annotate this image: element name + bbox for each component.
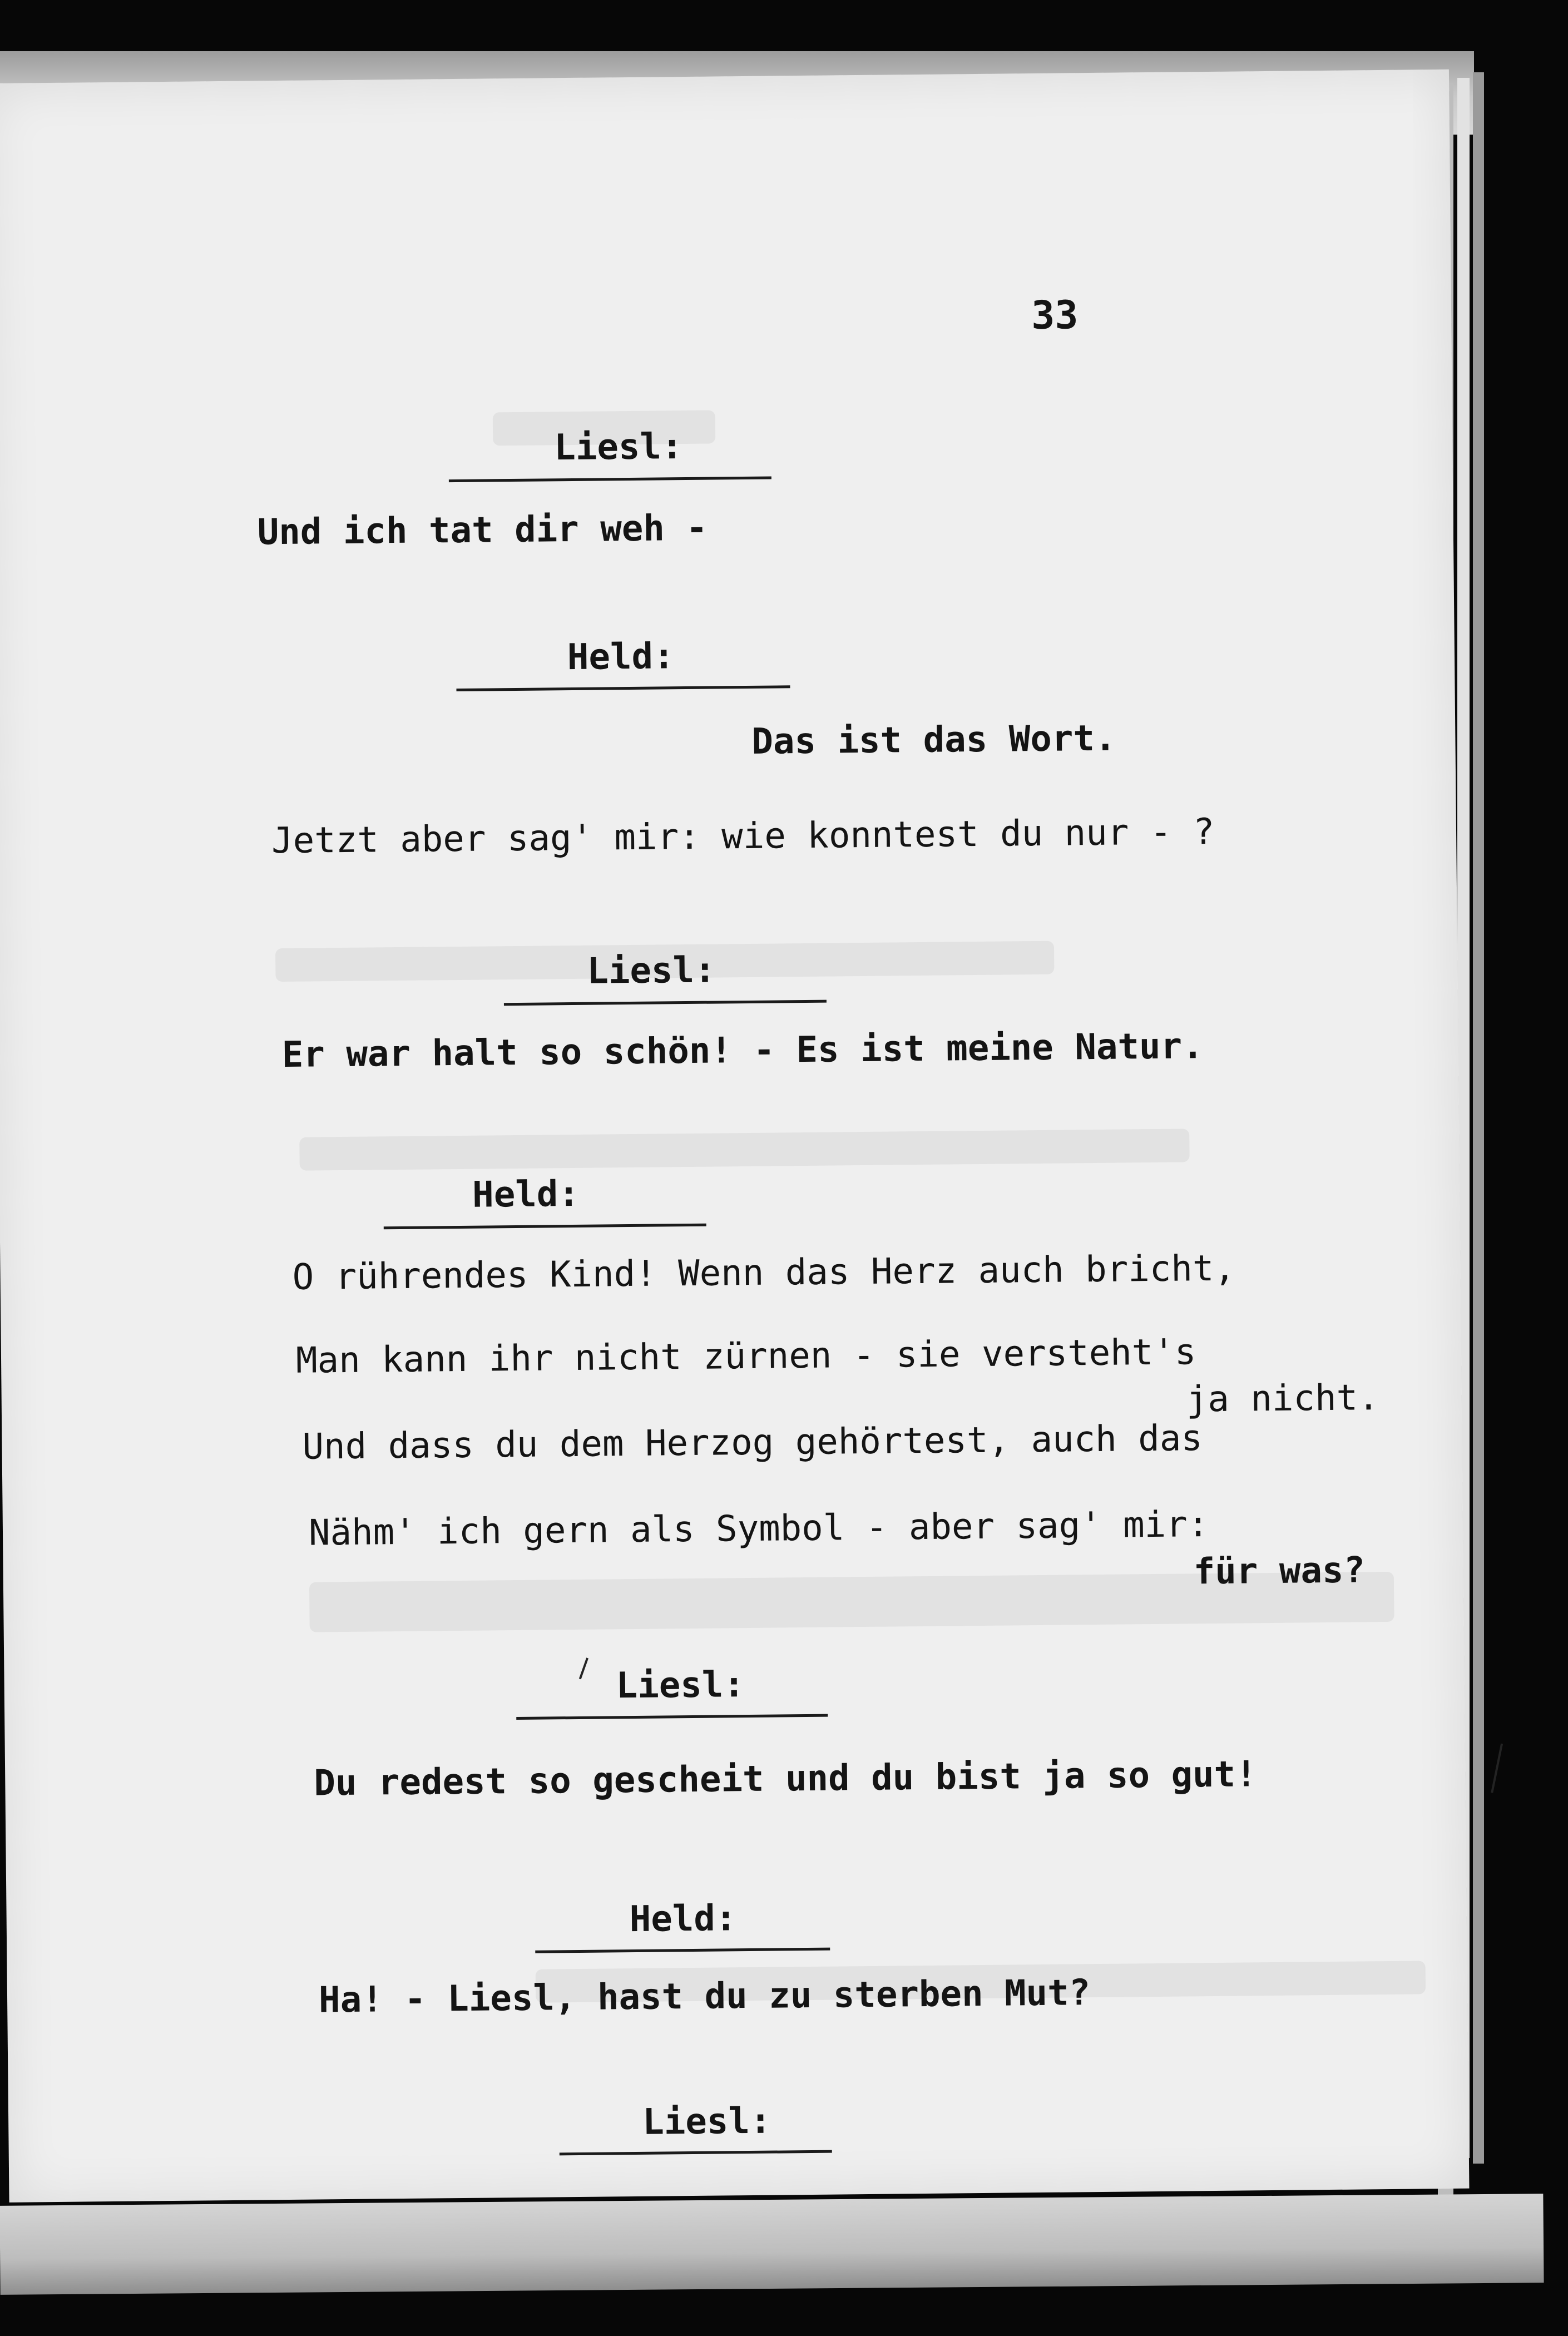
speaker-underline (449, 477, 771, 483)
speaker-held: Held: (567, 636, 675, 679)
dialogue-line: Nähm' ich gern als Symbol - aber sag' mir: (308, 1504, 1209, 1554)
paper-sheet (0, 70, 1469, 2203)
page-number: 33 (1031, 292, 1079, 339)
dialogue-line: Du redest so gescheit und du bist ja so gut! (314, 1754, 1258, 1804)
dialogue-line: Jetzt aber sag' mir: wie konntest du nur - ? (271, 811, 1215, 862)
dialogue-line-continuation: ja nicht. (1186, 1377, 1379, 1421)
bleed-through (299, 1129, 1190, 1170)
bottom-page-edge (0, 2194, 1544, 2295)
speaker-held: Held: (629, 1898, 737, 1941)
dialogue-line: Ha! - Liesl, hast du zu sterben Mut? (318, 1972, 1091, 2021)
dialogue-line: Das ist das Wort. (751, 717, 1116, 763)
speaker-held: Held: (472, 1173, 580, 1216)
speaker-liesl: Liesl: (616, 1664, 745, 1707)
pencil-tick (579, 1657, 588, 1679)
dialogue-line: Und ich tat dir weh - (257, 507, 708, 553)
speaker-underline (535, 1948, 830, 1953)
dialogue-line: Man kann ihr nicht zürnen - sie versteht's (295, 1332, 1196, 1382)
speaker-liesl: Liesl: (642, 2100, 771, 2143)
dialogue-line: Und dass du dem Herzog gehörtest, auch das (302, 1418, 1203, 1468)
speaker-underline (504, 1000, 827, 1006)
speaker-underline (516, 1714, 828, 1720)
speaker-underline (384, 1224, 706, 1230)
margin-pencil-mark (1491, 1744, 1503, 1793)
right-binding-edge (1473, 72, 1484, 2164)
speaker-underline (560, 2150, 832, 2156)
speaker-liesl: Liesl: (587, 949, 716, 992)
dialogue-line-continuation: für was? (1193, 1550, 1366, 1593)
dialogue-line: O rührendes Kind! Wenn das Herz auch bricht, (292, 1248, 1236, 1298)
speaker-underline (456, 685, 790, 691)
speaker-liesl: Liesl: (553, 426, 683, 469)
dialogue-line: Er war halt so schön! - Es ist meine Natur. (281, 1026, 1204, 1076)
